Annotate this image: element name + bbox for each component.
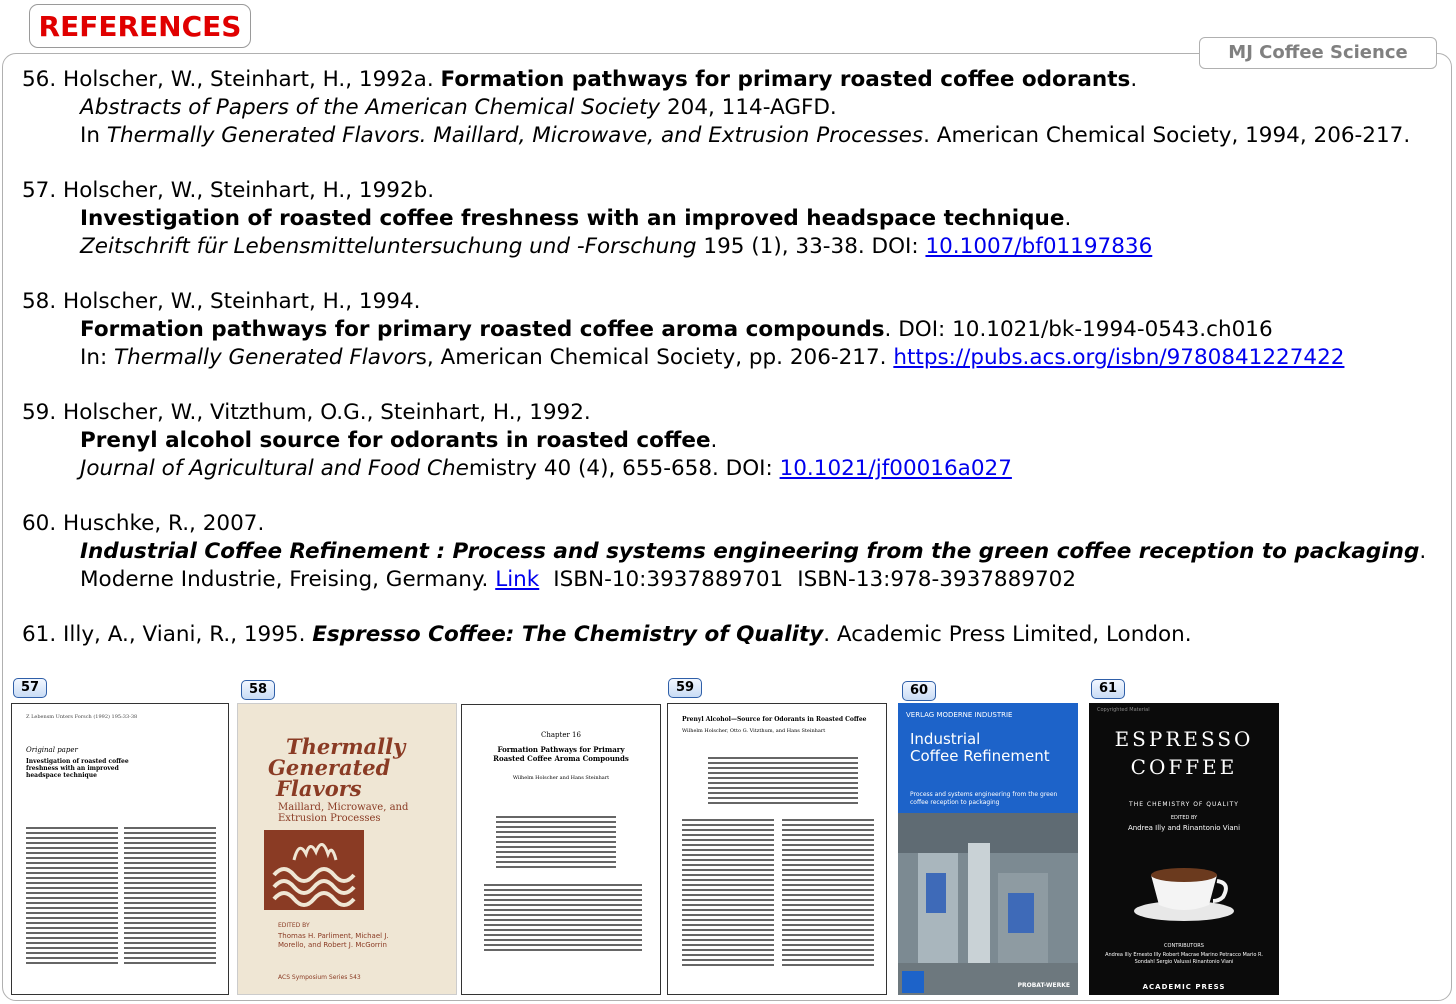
t58b-body bbox=[484, 881, 642, 954]
references-title-tab bbox=[29, 4, 251, 48]
ref-60-source bbox=[22, 566, 1432, 594]
ref-58-in: In: bbox=[80, 345, 115, 370]
t57-journal: Z Lebensm Unters Forsch (1992) 195:33-38 bbox=[26, 714, 138, 720]
thumbnail-58-book-cover[interactable] bbox=[237, 703, 457, 995]
reference-58 bbox=[22, 288, 1432, 372]
t61-title bbox=[1089, 725, 1279, 781]
t61-cup-image bbox=[1129, 853, 1239, 923]
reference-60 bbox=[22, 510, 1432, 594]
ref-58-title: Formation pathways for primary roasted coffee aroma compounds bbox=[80, 317, 885, 342]
ref-58-authors: 58. Holscher, W., Steinhart, H., 1994. bbox=[22, 289, 421, 314]
ref-56-book bbox=[22, 122, 1432, 150]
t58b-title: Formation Pathways for Primary Roasted Coffee Aroma Compounds bbox=[493, 745, 629, 763]
t58-title-2: Generated bbox=[268, 755, 391, 780]
t58-title-3: Flavors bbox=[276, 776, 362, 801]
ref-57-punct: . bbox=[1064, 206, 1072, 231]
ref-59-punct: . bbox=[710, 428, 718, 453]
ref-56-source bbox=[22, 94, 1432, 122]
reference-56 bbox=[22, 66, 1432, 150]
badge-61: 61 bbox=[1091, 679, 1125, 699]
t58-title-1: Thermally bbox=[286, 734, 406, 759]
t57-kind: Original paper bbox=[26, 746, 78, 754]
t57-text-col-left bbox=[26, 824, 118, 967]
t58-subtitle: Maillard, Microwave, and Extrusion Processes bbox=[278, 802, 409, 824]
t61-title-2: COFFEE bbox=[1130, 755, 1238, 779]
badge-60: 60 bbox=[902, 681, 936, 701]
page-title: REFERENCES bbox=[38, 10, 242, 43]
t61-copyright: Copyrighted Material bbox=[1097, 707, 1150, 713]
t58b-chapter: Chapter 16 bbox=[541, 731, 581, 739]
t60-subtitle: Process and systems engineering from the green coffee reception to packaging bbox=[910, 791, 1058, 806]
ref-57-source bbox=[22, 233, 1432, 261]
t60-title-1: Industrial bbox=[910, 730, 981, 748]
t60-title bbox=[910, 731, 1050, 765]
t57-text-col-right bbox=[124, 824, 216, 967]
ref-56-authors: 56. Holscher, W., Steinhart, H., 1992a. bbox=[22, 67, 441, 92]
ref-57-title: Investigation of roasted coffee freshness with an improved headspace technique bbox=[80, 206, 1065, 231]
t58-flame-logo bbox=[264, 830, 364, 910]
ref-58-source bbox=[22, 344, 1432, 372]
ref-56-journal: Abstracts of Papers of the American Chemical Society bbox=[80, 95, 661, 120]
t61-title-1: ESPRESSO bbox=[1114, 727, 1254, 751]
badge-57: 57 bbox=[13, 678, 47, 698]
ref-58-publisher: s, American Chemical Society, pp. 206-217. bbox=[415, 345, 894, 370]
t59-abstract bbox=[708, 754, 858, 807]
t58-editors: Thomas H. Parliment, Michael J. Morello, and Robert J. McGorrin bbox=[278, 932, 389, 949]
t61-editors: Andrea Illy and Rinantonio Viani bbox=[1127, 824, 1241, 832]
ref-60-publisher: Moderne Industrie, Freising, Germany. bbox=[80, 567, 496, 592]
t61-contributors: Andrea Illy Ernesto Illy Robert Macrae Marino Petracco Mario R. Sondahl Sergio Valussi Rinantonio Viani bbox=[1105, 952, 1263, 965]
ref-58-title-line bbox=[22, 316, 1432, 344]
t58b-abstract bbox=[496, 813, 616, 871]
ref-56-citation bbox=[22, 66, 1432, 94]
t58-title bbox=[268, 736, 448, 799]
thumbnail-59-paper[interactable] bbox=[667, 703, 887, 995]
thumbnail-61-book-cover[interactable] bbox=[1089, 703, 1279, 995]
t59-authors: Wilhelm Holscher, Otto G. Vitzthum, and Hans Steinhart bbox=[682, 728, 826, 734]
ref-61-authors: 61. Illy, A., Viani, R., 1995. bbox=[22, 622, 313, 647]
ref-58-book-title: Thermally Generated Flavor bbox=[114, 345, 416, 370]
ref-56-title: Formation pathways for primary roasted coffee odorants bbox=[440, 67, 1131, 92]
badge-59: 59 bbox=[668, 678, 702, 698]
t61-publisher: ACADEMIC PRESS bbox=[1142, 983, 1226, 991]
t60-title-2: Coffee Refinement bbox=[910, 747, 1050, 765]
ref-60-isbn10: ISBN-10:3937889701 bbox=[553, 567, 784, 592]
ref-57-authors: 57. Holscher, W., Steinhart, H., 1992b. bbox=[22, 178, 435, 203]
reference-57 bbox=[22, 177, 1432, 261]
t60-brand: PROBAT-WERKE bbox=[1017, 982, 1070, 989]
ref-59-title: Prenyl alcohol source for odorants in roasted coffee bbox=[80, 428, 711, 453]
thumbnail-57-paper[interactable] bbox=[11, 703, 229, 995]
ref-56-punct: . bbox=[1130, 67, 1138, 92]
badge-58: 58 bbox=[241, 680, 275, 700]
ref-56-publisher: . American Chemical Society, 1994, 206-217. bbox=[923, 123, 1411, 148]
reference-59 bbox=[22, 399, 1432, 483]
ref-59-journal: Journal of Agricultural and Food Che bbox=[80, 456, 469, 481]
ref-58-doi: . DOI: 10.1021/bk-1994-0543.ch016 bbox=[884, 317, 1273, 342]
ref-59-title-line bbox=[22, 427, 1432, 455]
ref-59-authors: 59. Holscher, W., Vitzthum, O.G., Steinhart, H., 1992. bbox=[22, 400, 591, 425]
ref-56-volume: 204, 114-AGFD. bbox=[660, 95, 837, 120]
ref-60-authors: 60. Huschke, R., 2007. bbox=[22, 511, 265, 536]
ref-60-title: Industrial Coffee Refinement : Process and systems engineering from the green coffee reception to packaging bbox=[80, 539, 1420, 564]
t57-title: Investigation of roasted coffee freshness with an improved headspace technique bbox=[26, 758, 129, 779]
t59-text-col-right bbox=[782, 816, 874, 969]
t60-publisher: VERLAG MODERNE INDUSTRIE bbox=[906, 711, 1013, 719]
ref-61-publisher: . Academic Press Limited, London. bbox=[823, 622, 1192, 647]
ref-59-source bbox=[22, 455, 1432, 483]
ref-57-journal: Zeitschrift für Lebensmitteluntersuchung und -Forschung bbox=[80, 234, 697, 259]
brand-label: MJ Coffee Science bbox=[1199, 37, 1437, 69]
ref-60-punct: . bbox=[1419, 539, 1427, 564]
t61-contributors-heading: CONTRIBUTORS bbox=[1164, 943, 1204, 949]
ref-56-book-title: Thermally Generated Flavors. Maillard, Microwave, and Extrusion Processes bbox=[106, 123, 924, 148]
reference-list bbox=[22, 66, 1432, 649]
ref-59-doi-link[interactable]: 10.1021/jf00016a027 bbox=[779, 456, 1012, 481]
ref-60-isbn13: ISBN-13:978-3937889702 bbox=[797, 567, 1076, 592]
ref-59-volume: mistry 40 (4), 655-658. DOI: bbox=[468, 456, 780, 481]
ref-57-doi-link[interactable]: 10.1007/bf01197836 bbox=[925, 234, 1153, 259]
ref-61-title: Espresso Coffee: The Chemistry of Quality bbox=[312, 622, 824, 647]
ref-58-url-link[interactable]: https://pubs.acs.org/isbn/9780841227422 bbox=[893, 345, 1345, 370]
t58-edited-by: EDITED BY bbox=[278, 922, 310, 929]
ref-57-volume: 195 (1), 33-38. DOI: bbox=[696, 234, 926, 259]
ref-60-link[interactable]: Link bbox=[495, 567, 540, 592]
reference-61 bbox=[22, 621, 1432, 649]
t61-subtitle: THE CHEMISTRY OF QUALITY bbox=[1129, 801, 1239, 808]
ref-60-title-line bbox=[22, 538, 1432, 566]
t58b-authors: Wilhelm Holscher and Hans Steinhart bbox=[512, 775, 610, 781]
ref-57-title-line bbox=[22, 205, 1432, 233]
t58-series: ACS Symposium Series 543 bbox=[278, 974, 361, 981]
t60-factory-image bbox=[898, 813, 1078, 995]
thumbnail-58-chapter-page[interactable] bbox=[461, 704, 661, 995]
t59-title: Prenyl Alcohol—Source for Odorants in Roasted Coffee bbox=[682, 716, 867, 723]
t61-edited-by: EDITED BY bbox=[1170, 815, 1198, 821]
t59-text-col-left bbox=[682, 816, 774, 969]
ref-56-in: In bbox=[80, 123, 107, 148]
thumbnail-60-book-cover[interactable] bbox=[898, 703, 1078, 995]
ref-61-citation bbox=[22, 621, 1432, 649]
